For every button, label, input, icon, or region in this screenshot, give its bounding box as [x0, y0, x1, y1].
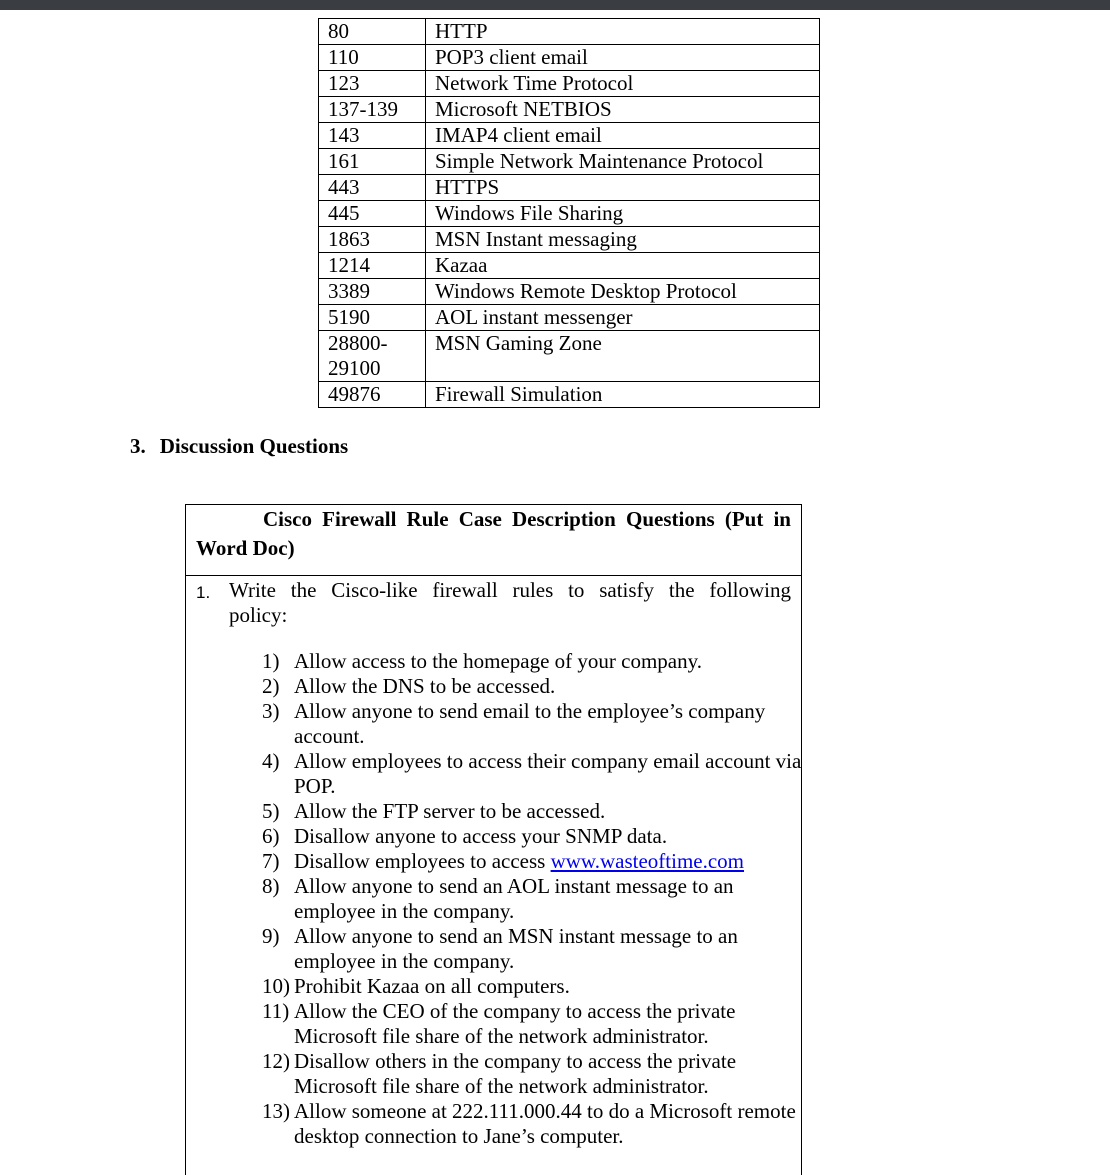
item-text: Allow employees to access their company email account via POP. [294, 749, 802, 798]
question-text-line-1: Write the Cisco-like firewall rules to satisfy the following [229, 578, 791, 602]
port-cell: 49876 [319, 382, 426, 408]
table-row [319, 45, 820, 71]
port-cell: 443 [319, 175, 426, 201]
item-text: Allow anyone to send email to the employee’s company account. [294, 699, 766, 748]
port-cell [319, 331, 426, 382]
section-title: Discussion Questions [159, 434, 349, 458]
port-cell: 143 [319, 123, 426, 149]
item-text: Allow access to the homepage of your company. [294, 649, 703, 673]
service-cell: HTTP [426, 19, 820, 45]
service-cell: Firewall Simulation [426, 382, 820, 408]
list-item [262, 849, 802, 874]
service-cell: POP3 client email [426, 45, 820, 71]
list-item [262, 649, 802, 674]
port-cell: 137-139 [319, 97, 426, 123]
service-cell: HTTPS [426, 175, 820, 201]
list-item [262, 999, 802, 1049]
item-text: Prohibit Kazaa on all computers. [294, 974, 570, 998]
ports-table [318, 18, 820, 408]
table-row [319, 227, 820, 253]
table-row [319, 279, 820, 305]
table-row [319, 97, 820, 123]
service-cell: IMAP4 client email [426, 123, 820, 149]
question-text [229, 578, 791, 628]
port-range-end: 29100 [328, 356, 381, 380]
list-item [262, 924, 802, 974]
question-text-line-2: policy: [229, 603, 288, 627]
item-number: 9) [262, 924, 280, 948]
item-number: 11) [262, 999, 290, 1023]
port-cell: 123 [319, 71, 426, 97]
question-box-header [186, 505, 801, 576]
port-cell: 445 [319, 201, 426, 227]
port-cell: 3389 [319, 279, 426, 305]
list-item [262, 824, 802, 849]
item-text: Allow the CEO of the company to access the private Microsoft file share of the network administrator. [294, 999, 736, 1048]
list-item [262, 749, 802, 799]
port-cell: 110 [319, 45, 426, 71]
item-text: Allow someone at 222.111.000.44 to do a Microsoft remote desktop connection to Jane’s computer. [294, 1099, 796, 1148]
question-1 [196, 578, 791, 628]
item-number: 3) [262, 699, 280, 723]
header-line-1: Cisco Firewall Rule Case Description Questions (Put in [263, 507, 791, 531]
item-number: 5) [262, 799, 280, 823]
list-item [262, 699, 802, 749]
service-cell: Kazaa [426, 253, 820, 279]
item-text: Allow anyone to send an MSN instant message to an employee in the company. [294, 924, 738, 973]
wasteoftime-link[interactable]: www.wasteoftime.com [550, 849, 745, 873]
list-item [262, 674, 802, 699]
table-row [319, 382, 820, 408]
table-row [319, 123, 820, 149]
section-heading [130, 434, 348, 459]
table-row [319, 71, 820, 97]
port-cell: 1214 [319, 253, 426, 279]
service-cell: Microsoft NETBIOS [426, 97, 820, 123]
table-row [319, 253, 820, 279]
item-number: 12) [262, 1049, 290, 1073]
table-row [319, 331, 820, 382]
section-number: 3. [130, 434, 146, 458]
port-range-start: 28800- [328, 331, 388, 355]
item-number: 7) [262, 849, 280, 873]
port-cell: 80 [319, 19, 426, 45]
item-number: 4) [262, 749, 280, 773]
list-item [262, 874, 802, 924]
service-cell: Windows File Sharing [426, 201, 820, 227]
list-item [262, 799, 802, 824]
service-cell: MSN Instant messaging [426, 227, 820, 253]
table-row [319, 305, 820, 331]
question-number: 1. [196, 583, 211, 602]
service-cell: Network Time Protocol [426, 71, 820, 97]
item-number: 8) [262, 874, 280, 898]
service-cell: AOL instant messenger [426, 305, 820, 331]
service-cell: Windows Remote Desktop Protocol [426, 279, 820, 305]
question-box [185, 504, 802, 1175]
service-cell: Simple Network Maintenance Protocol [426, 149, 820, 175]
list-item [262, 974, 802, 999]
port-cell: 161 [319, 149, 426, 175]
viewer-top-bar [0, 0, 1110, 10]
table-row [319, 149, 820, 175]
item-text: Allow the FTP server to be accessed. [294, 799, 606, 823]
item-text: Disallow anyone to access your SNMP data. [294, 824, 668, 848]
item-number: 1) [262, 649, 280, 673]
item-number: 13) [262, 1099, 290, 1123]
table-row [319, 19, 820, 45]
table-row [319, 175, 820, 201]
port-cell: 5190 [319, 305, 426, 331]
item-text: Allow the DNS to be accessed. [294, 674, 556, 698]
item-text: Allow anyone to send an AOL instant message to an employee in the company. [294, 874, 734, 923]
item-text: Disallow employees to access [294, 849, 551, 873]
policy-list [262, 649, 802, 1149]
list-item [262, 1099, 802, 1149]
item-number: 10) [262, 974, 290, 998]
item-number: 2) [262, 674, 280, 698]
port-cell: 1863 [319, 227, 426, 253]
service-cell: MSN Gaming Zone [426, 331, 820, 382]
item-text: Disallow others in the company to access the private Microsoft file share of the network administrator. [294, 1049, 737, 1098]
table-row [319, 201, 820, 227]
header-line-2: Word Doc) [196, 536, 295, 560]
list-item [262, 1049, 802, 1099]
item-number: 6) [262, 824, 280, 848]
